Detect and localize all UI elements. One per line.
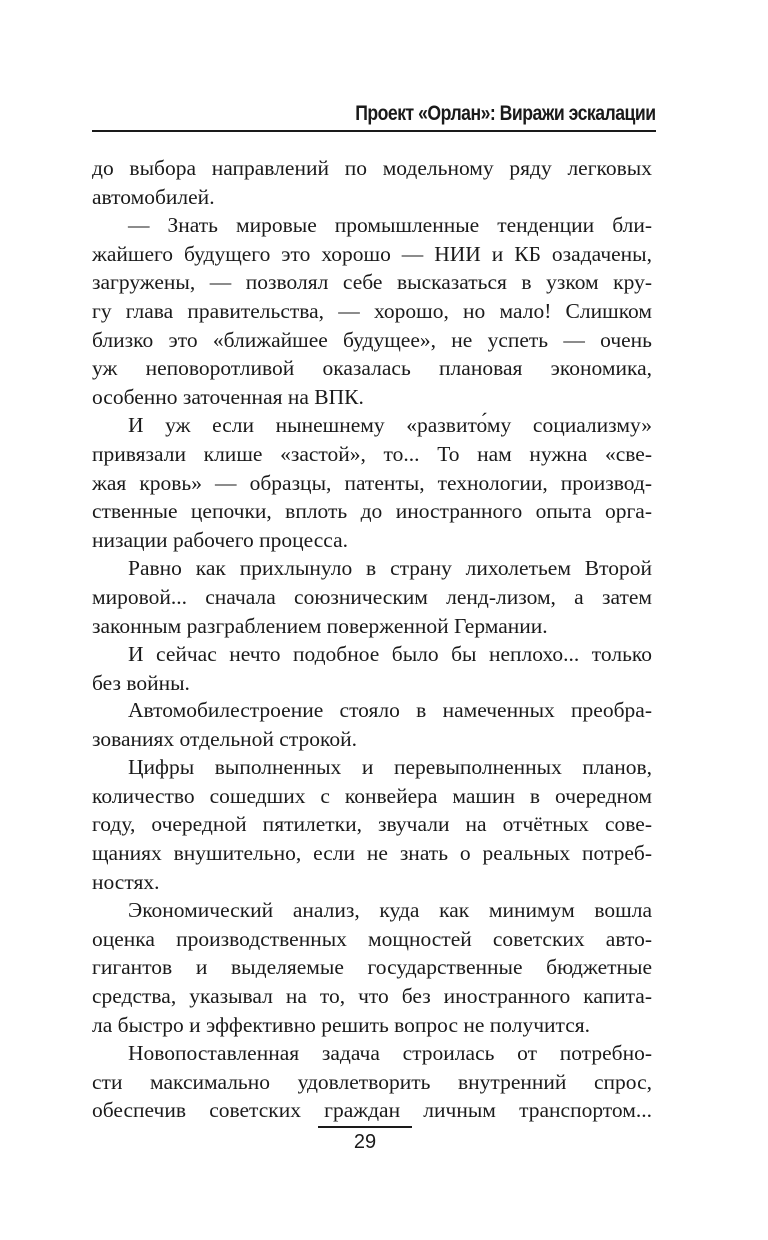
text-line: законным разграблением поверженной Германии. [92, 613, 548, 638]
text-line: особенно заточенная на ВПК. [92, 384, 364, 409]
text-line: И сейчас нечто подобное было бы неплохо... только [128, 642, 652, 667]
text-line: Экономический анализ, куда как минимум вошла [128, 898, 652, 923]
text-line: Новопоставленная задача строилась от потребно- [128, 1041, 652, 1066]
text-line: автомобилей. [92, 184, 215, 209]
text-block-1 [92, 154, 652, 697]
text-line: Равно как прихлынуло в страну лихолетьем Второй [128, 556, 652, 581]
text-line: Цифры выполненных и перевыполненных планов, [128, 755, 652, 780]
running-head [92, 94, 656, 130]
text-line: Автомобилестроение стояло в намеченных преобра- [128, 698, 652, 722]
text-line: привязали клише «застой», то... То нам нужна «све- [92, 441, 652, 466]
text-line: загружены, — позволял себе высказаться в узком кру- [92, 270, 652, 295]
text-line: ла быстро и эффективно решить вопрос не получится. [92, 1012, 591, 1037]
text-block-2 [92, 696, 652, 1125]
text-line: сти максимально удовлетворить внутренний спрос, [92, 1069, 652, 1094]
running-title: Проект «Орлан»: Виражи эскалации [355, 102, 656, 125]
footer-rule [318, 1126, 412, 1128]
text-line: оценка производственных мощностей советских авто- [92, 926, 652, 951]
text-line: И уж если нынешнему «развито́му социализму» [128, 413, 652, 438]
text-line: ственные цепочки, вплоть до иностранного опыта орга- [92, 499, 652, 524]
text-line: до выбора направлений по модельному ряду легковых [92, 156, 652, 180]
page-number: 29 [353, 1131, 377, 1153]
text-line: мировой... сначала союзническим ленд-лизом, а затем [92, 584, 652, 609]
text-line: гигантов и выделяемые государственные бюджетные [92, 955, 652, 980]
text-line: жая кровь» — образцы, патенты, технологии, производ- [92, 470, 652, 495]
text-line: количество сошедших с конвейера машин в очередном [92, 783, 652, 808]
text-line: низации рабочего процесса. [92, 527, 348, 552]
text-line: близко это «ближайшее будущее», не успеть — очень [92, 327, 652, 352]
text-line: гу глава правительства, — хорошо, но мало! Слишком [92, 298, 652, 323]
header-rule [92, 130, 656, 132]
text-line: уж неповоротливой оказалась плановая экономика, [92, 356, 652, 381]
text-line: году, очередной пятилетки, звучали на отчётных сове- [92, 812, 652, 837]
text-line: зованиях отдельной строкой. [92, 726, 357, 751]
text-line: ностях. [92, 869, 160, 894]
text-line: жайшего будущего это хорошо — НИИ и КБ озадачены, [92, 241, 652, 266]
text-line: — Знать мировые промышленные тенденции бли- [128, 213, 652, 238]
text-line: обеспечив советских граждан личным транспортом... [92, 1098, 652, 1123]
text-line: средства, указывал на то, что без иностранного капита- [92, 983, 652, 1008]
text-line: щаниях внушительно, если не знать о реальных потреб- [92, 840, 652, 865]
text-line: без войны. [92, 670, 190, 695]
